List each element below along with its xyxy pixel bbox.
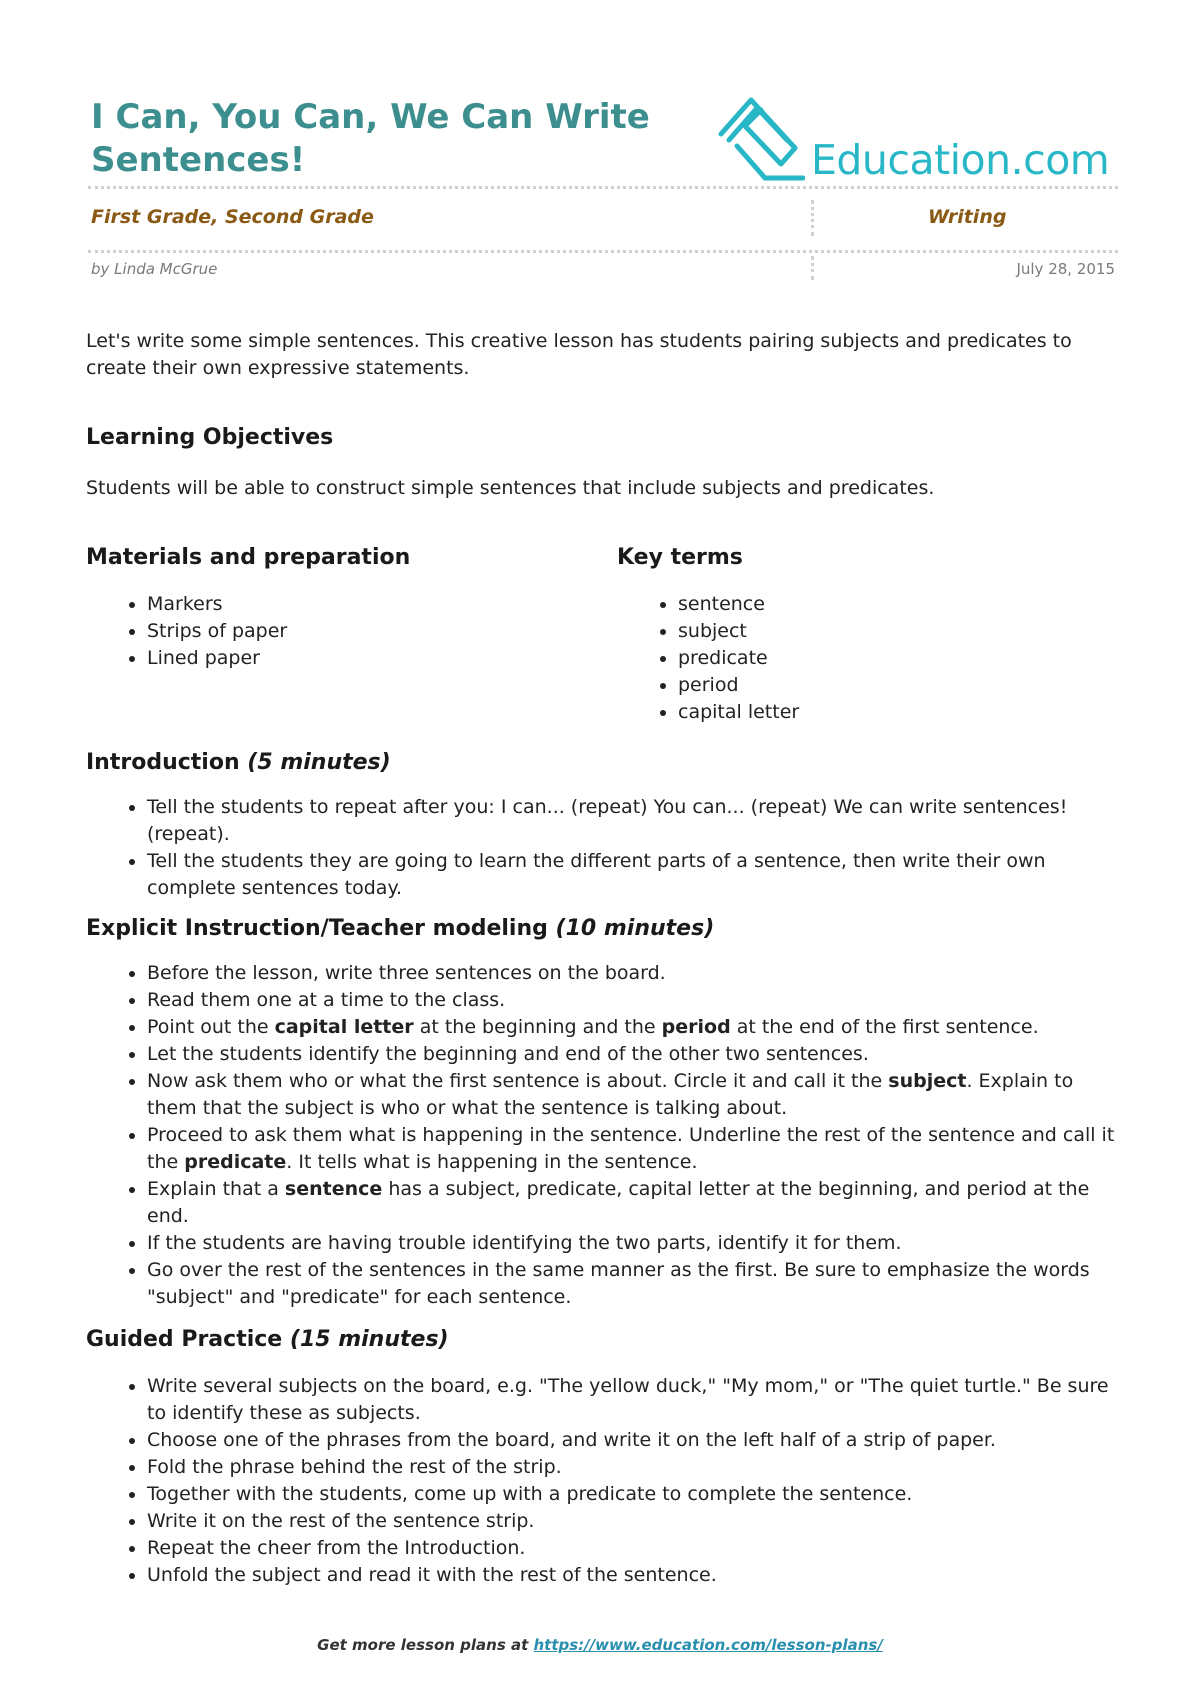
logo-wordmark: Education.com [811, 136, 1110, 184]
list-item: • Write several subjects on the board, e.g. "The yellow duck," "My mom," or "The quiet turtle." Be sure to identify these as subjects. [147, 1373, 1116, 1427]
list-item: • Fold the phrase behind the rest of the strip. [147, 1454, 1116, 1481]
introduction-duration: (5 minutes) [247, 750, 391, 775]
list-item: • Tell the students they are going to learn the different parts of a sentence, then write their own complete sentences today. [147, 848, 1116, 902]
education-com-logo[interactable] [715, 92, 1115, 187]
list-item: • Go over the rest of the sentences in the same manner as the first. Be sure to emphasize the words "subject" and "predicate" for each sentence. [147, 1257, 1116, 1311]
lesson-content [86, 328, 1116, 1589]
text-run: Now ask them who or what the first sentence is about. Circle it and call it the [147, 1070, 889, 1092]
key-term-subject: subject [888, 1070, 967, 1092]
intro-paragraph: Let's write some simple sentences. This creative lesson has students pairing subjects and predicates to create their own expressive statements. [86, 330, 1072, 379]
guided-practice-duration: (15 minutes) [289, 1327, 449, 1352]
list-item: • Unfold the subject and read it with the rest of the sentence. [147, 1562, 1116, 1589]
list-item [147, 1014, 1116, 1041]
key-term-capital-letter: capital letter [274, 1016, 414, 1038]
text-run: at the end of the first sentence. [730, 1016, 1039, 1038]
list-item [147, 1122, 1116, 1176]
text-run: Point out the [147, 1016, 275, 1038]
text-run: . It tells what is happening in the sentence. [286, 1151, 698, 1173]
list-item: • Together with the students, come up with a predicate to complete the sentence. [147, 1481, 1116, 1508]
explicit-instruction-heading [86, 914, 1116, 944]
header-divider-middle [88, 250, 1118, 253]
list-item: • If the students are having trouble identifying the two parts, identify it for them. [147, 1230, 1116, 1257]
guided-practice-title: Guided Practice [86, 1327, 283, 1352]
page-title: I Can, You Can, We Can Write Sentences! [91, 97, 650, 180]
introduction-list [86, 794, 1116, 902]
list-item: • capital letter [678, 699, 1116, 726]
author: by Linda McGrue [91, 260, 218, 278]
list-item: • Choose one of the phrases from the board, and write it on the left half of a strip of paper. [147, 1427, 1116, 1454]
introduction-title: Introduction [86, 750, 240, 775]
footer-text: Get more lesson plans at [317, 1636, 534, 1654]
header-divider-top [88, 186, 1118, 189]
materials-list [86, 591, 617, 672]
list-item: • predicate [678, 645, 1116, 672]
explicit-instruction-title: Explicit Instruction/Teacher modeling [86, 916, 548, 941]
list-item [147, 1176, 1116, 1230]
list-item: • Lined paper [147, 645, 617, 672]
key-terms-section [617, 543, 1116, 726]
text-run: at the beginning and the [413, 1016, 662, 1038]
list-item: • Write it on the rest of the sentence strip. [147, 1508, 1116, 1535]
list-item: • Tell the students to repeat after you: I can... (repeat) You can... (repeat) We can write sentences! (repeat). [147, 794, 1116, 848]
materials-section [86, 543, 617, 726]
key-term-predicate: predicate [184, 1151, 287, 1173]
text-run: Proceed to ask them what is happening in the sentence. Underline the rest of the sentence and call it the [147, 1124, 1115, 1173]
list-item: • Strips of paper [147, 618, 617, 645]
subject-label: Writing [928, 206, 1007, 228]
list-item: • sentence [678, 591, 1116, 618]
text-run: has a subject, predicate, capital letter at the beginning, and period at the end. [147, 1178, 1090, 1227]
list-item: • Let the students identify the beginning and end of the other two sentences. [147, 1041, 1116, 1068]
key-term-sentence: sentence [284, 1178, 383, 1200]
header-divider-vertical-2 [811, 256, 814, 280]
footer [0, 1636, 1200, 1654]
guided-practice-heading [86, 1325, 1116, 1355]
key-term-period: period [661, 1016, 731, 1038]
list-item [147, 1068, 1116, 1122]
text-run: . Explain to them that the subject is who or what the sentence is talking about. [147, 1070, 1074, 1119]
list-item: • subject [678, 618, 1116, 645]
lesson-plans-link[interactable]: https://www.education.com/lesson-plans/ [533, 1636, 883, 1654]
header-divider-vertical-1 [811, 200, 814, 236]
list-item: • Read them one at a time to the class. [147, 987, 1116, 1014]
list-item: • Repeat the cheer from the Introduction. [147, 1535, 1116, 1562]
learning-objectives-heading: Learning Objectives [86, 425, 334, 450]
learning-objectives-text: Students will be able to construct simple sentences that include subjects and predicates. [86, 477, 935, 499]
explicit-instruction-list [86, 960, 1116, 1311]
introduction-heading [86, 748, 1116, 778]
explicit-instruction-duration: (10 minutes) [555, 916, 715, 941]
guided-practice-list [86, 1373, 1116, 1589]
list-item: • Markers [147, 591, 617, 618]
materials-and-terms [86, 543, 1116, 726]
list-item: • period [678, 672, 1116, 699]
list-item: • Before the lesson, write three sentences on the board. [147, 960, 1116, 987]
grade-level: First Grade, Second Grade [91, 206, 374, 228]
text-run: Explain that a [147, 1178, 285, 1200]
paperclip-logo-icon [715, 92, 805, 187]
key-terms-list [617, 591, 1116, 726]
key-terms-heading: Key terms [617, 545, 743, 570]
materials-heading: Materials and preparation [86, 545, 411, 570]
publish-date: July 28, 2015 [1016, 260, 1115, 278]
